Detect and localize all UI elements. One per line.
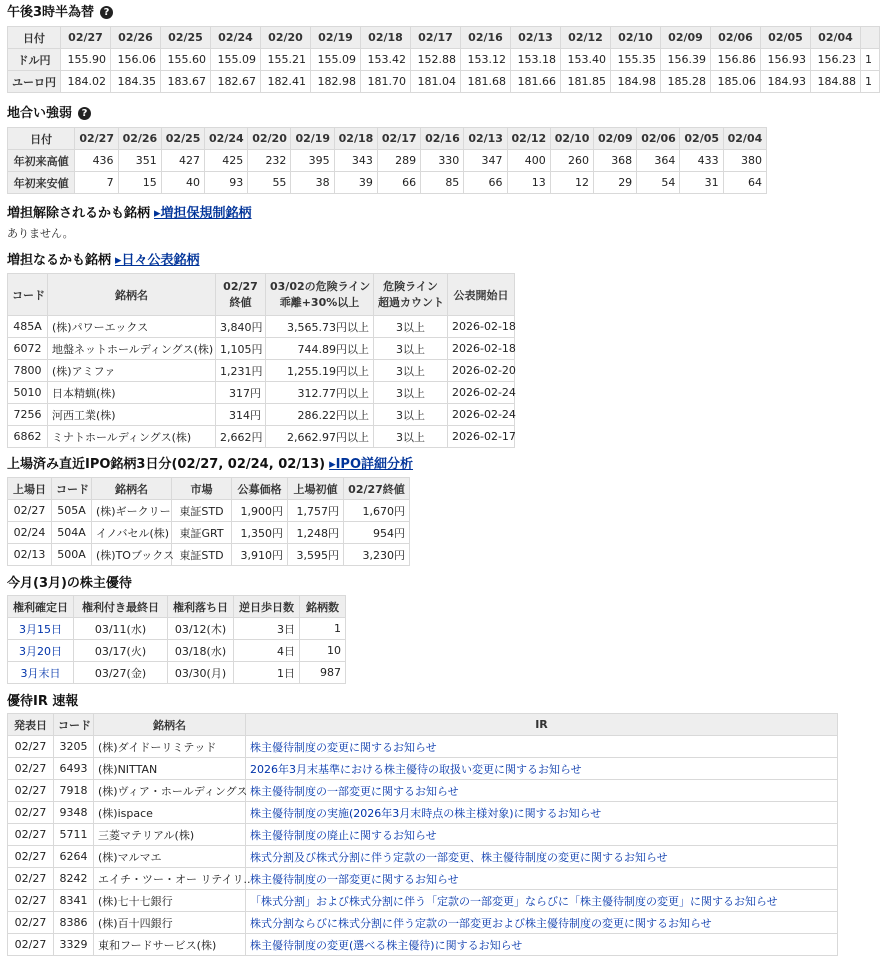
stock-count: 987 (300, 662, 346, 684)
strength-value: 232 (248, 150, 291, 172)
over-count: 3以上 (374, 404, 448, 426)
table-row (8, 912, 838, 934)
code: 504A (52, 522, 92, 544)
listing-date: 02/13 (8, 544, 52, 566)
strength-value: 85 (421, 172, 464, 194)
strength-value: 330 (421, 150, 464, 172)
fx-value: 155.90 (61, 49, 111, 71)
last-trade-date: 03/11(水) (74, 618, 168, 640)
col-code: コード (8, 274, 48, 316)
stock-name: (株)パワーエックス (48, 316, 216, 338)
start-date: 2026-02-17 (448, 426, 515, 448)
strength-value: 436 (75, 150, 118, 172)
ipo-col-header: 02/27終値 (344, 478, 410, 500)
record-date-link[interactable]: 3月20日 (8, 640, 74, 662)
ir-link[interactable]: 「株式分割」および株式分割に伴う「定款の一部変更」ならびに「株主優待制度の変更」に関するお知らせ (246, 890, 838, 912)
fx-value: 182.67 (211, 71, 261, 93)
strength-value: 7 (75, 172, 118, 194)
help-icon[interactable]: ? (78, 107, 91, 120)
table-row (8, 662, 346, 684)
code: 6072 (8, 338, 48, 360)
stock-name: (株)百十四銀行 (94, 912, 246, 934)
col-danger-line: 03/02の危険ライン 乖離+30%以上 (266, 274, 374, 316)
strength-value: 400 (507, 150, 550, 172)
fx-value: 155.21 (261, 49, 311, 71)
listing-date: 02/27 (8, 500, 52, 522)
stock-count: 1 (300, 618, 346, 640)
yutai-col-header: 銘柄数 (300, 596, 346, 618)
code: 5010 (8, 382, 48, 404)
fx-section (7, 0, 872, 93)
stock-count: 10 (300, 640, 346, 662)
fx-value-overflow: 1 (861, 49, 880, 71)
fx-value: 156.86 (711, 49, 761, 71)
strength-date: 02/25 (161, 128, 204, 150)
stock-name: (株)七十七銀行 (94, 890, 246, 912)
strength-row (8, 172, 767, 194)
margin-add-title: 増担なるかも銘柄 ▸日々公表銘柄 (7, 253, 200, 268)
reverse-days: 3日 (234, 618, 300, 640)
fx-value: 153.18 (511, 49, 561, 71)
strength-row (8, 150, 767, 172)
announce-date: 02/27 (8, 912, 54, 934)
strength-date: 02/18 (334, 128, 377, 150)
announce-date: 02/27 (8, 868, 54, 890)
stock-name: 河西工業(株) (48, 404, 216, 426)
strength-value: 427 (161, 150, 204, 172)
strength-value: 289 (377, 150, 420, 172)
table-row (8, 934, 838, 956)
fx-value: 181.66 (511, 71, 561, 93)
strength-value: 31 (680, 172, 723, 194)
ipo-table (7, 477, 410, 566)
strength-value: 364 (637, 150, 680, 172)
ir-link[interactable]: 2026年3月末基準における株主優待の取扱い変更に関するお知らせ (246, 758, 838, 780)
fx-value-overflow: 1 (861, 71, 880, 93)
table-row (8, 868, 838, 890)
table-row[interactable] (8, 500, 410, 522)
fx-value: 184.88 (811, 71, 861, 93)
code: 505A (52, 500, 92, 522)
start-date: 2026-02-20 (448, 360, 515, 382)
offer-price: 3,910円 (232, 544, 288, 566)
strength-value: 260 (550, 150, 593, 172)
fx-value: 183.67 (161, 71, 211, 93)
margin-add-section (7, 249, 758, 448)
ipo-col-header: 上場日 (8, 478, 52, 500)
strength-row-label: 年初来高値 (8, 150, 75, 172)
fx-value: 182.41 (261, 71, 311, 93)
strength-date: 02/05 (680, 128, 723, 150)
fx-date: 02/17 (411, 27, 461, 49)
yutai-col-header: 逆日歩日数 (234, 596, 300, 618)
strength-value: 351 (118, 150, 161, 172)
fx-value: 155.09 (311, 49, 361, 71)
strength-table (7, 127, 767, 194)
yutai-section (7, 573, 758, 684)
ir-link[interactable]: 株主優待制度の変更に関するお知らせ (246, 736, 838, 758)
strength-date: 02/09 (593, 128, 636, 150)
strength-value: 93 (205, 172, 248, 194)
fx-value: 181.68 (461, 71, 511, 93)
close-price: 317円 (216, 382, 266, 404)
fx-value: 156.39 (661, 49, 711, 71)
stock-name: イノバセル(株) (92, 522, 172, 544)
fx-value: 153.12 (461, 49, 511, 71)
code: 9348 (54, 802, 94, 824)
stock-name: (株)マルマエ (94, 846, 246, 868)
ex-date: 03/12(木) (168, 618, 234, 640)
fx-row-label: ユーロ円 (8, 71, 61, 93)
strength-value: 39 (334, 172, 377, 194)
danger-line: 286.22円以上 (266, 404, 374, 426)
col-over-count: 危険ライン 超過カウント (374, 274, 448, 316)
yutai-table (7, 595, 346, 684)
fx-value: 153.40 (561, 49, 611, 71)
listing-date: 02/24 (8, 522, 52, 544)
ir-link[interactable]: 株主優待制度の変更(選べる株主優待)に関するお知らせ (246, 934, 838, 956)
margin-release-section (7, 203, 758, 243)
code: 5711 (54, 824, 94, 846)
fx-title: 午後3時半為替 ? (7, 0, 758, 26)
stock-name: ミナトホールディングス(株) (48, 426, 216, 448)
close-price: 3,230円 (344, 544, 410, 566)
ir-title: 優待IR 速報 (7, 694, 79, 709)
fx-date: 02/20 (261, 27, 311, 49)
ir-link[interactable]: 株主優待制度の実施(2026年3月末時点の株主様対象)に関するお知らせ (246, 802, 838, 824)
fx-date: 02/26 (111, 27, 161, 49)
fx-date: 02/25 (161, 27, 211, 49)
announce-date: 02/27 (8, 846, 54, 868)
code: 6264 (54, 846, 94, 868)
fx-value: 185.28 (661, 71, 711, 93)
strength-date: 02/17 (377, 128, 420, 150)
ir-col-header: IR (246, 714, 838, 736)
table-row (8, 890, 838, 912)
fx-value: 181.04 (411, 71, 461, 93)
market: 東証STD (172, 500, 232, 522)
ir-link[interactable]: 株式分割ならびに株式分割に伴う定款の一部変更および株主優待制度の変更に関するお知らせ (246, 912, 838, 934)
table-row (8, 846, 838, 868)
strength-date: 02/04 (723, 128, 766, 150)
over-count: 3以上 (374, 360, 448, 382)
table-row (8, 736, 838, 758)
stock-name: エイチ・ツー・オー リテイリ.. (94, 868, 246, 890)
announce-date: 02/27 (8, 758, 54, 780)
daily-announce-link[interactable]: ▸日々公表銘柄 (115, 253, 200, 268)
fx-value: 156.23 (811, 49, 861, 71)
announce-date: 02/27 (8, 934, 54, 956)
strength-corner: 日付 (8, 128, 75, 150)
strength-date: 02/26 (118, 128, 161, 150)
close-price: 954円 (344, 522, 410, 544)
strength-date: 02/16 (421, 128, 464, 150)
fx-date: 02/19 (311, 27, 361, 49)
close-price: 1,105円 (216, 338, 266, 360)
ipo-col-header: 上場初値 (288, 478, 344, 500)
fx-value: 182.98 (311, 71, 361, 93)
code: 7918 (54, 780, 94, 802)
stock-name: 地盤ネットホールディングス(株) (48, 338, 216, 360)
fx-date: 02/24 (211, 27, 261, 49)
yutai-header-row (8, 596, 346, 618)
fx-date: 02/05 (761, 27, 811, 49)
danger-line: 2,662.97円以上 (266, 426, 374, 448)
stock-name: (株)アミファ (48, 360, 216, 382)
code: 8341 (54, 890, 94, 912)
strength-value: 425 (205, 150, 248, 172)
ex-date: 03/30(月) (168, 662, 234, 684)
help-icon[interactable]: ? (100, 6, 113, 19)
strength-title: 地合い強弱 ? (7, 101, 758, 127)
col-name: 銘柄名 (48, 274, 216, 316)
first-price: 1,248円 (288, 522, 344, 544)
over-count: 3以上 (374, 316, 448, 338)
fx-value: 152.88 (411, 49, 461, 71)
yutai-title: 今月(3月)の株主優待 (7, 576, 132, 591)
margin-release-empty: ありません。 (7, 227, 74, 240)
ipo-analysis-link[interactable]: ▸IPO詳細分析 (329, 457, 414, 472)
fx-value: 155.09 (211, 49, 261, 71)
strength-value: 12 (550, 172, 593, 194)
table-row[interactable] (8, 404, 515, 426)
fx-corner: 日付 (8, 27, 61, 49)
fx-date-overflow (861, 27, 880, 49)
strength-value: 64 (723, 172, 766, 194)
over-count: 3以上 (374, 426, 448, 448)
start-date: 2026-02-18 (448, 316, 515, 338)
margin-add-table (7, 273, 515, 448)
announce-date: 02/27 (8, 736, 54, 758)
strength-value: 368 (593, 150, 636, 172)
yutai-col-header: 権利落ち日 (168, 596, 234, 618)
fx-value: 181.85 (561, 71, 611, 93)
code: 3329 (54, 934, 94, 956)
strength-value: 433 (680, 150, 723, 172)
last-trade-date: 03/27(金) (74, 662, 168, 684)
table-row[interactable] (8, 544, 410, 566)
strength-value: 15 (118, 172, 161, 194)
stock-name: 日本精蝋(株) (48, 382, 216, 404)
fx-value: 155.35 (611, 49, 661, 71)
strength-value: 395 (291, 150, 334, 172)
stock-name: (株)NITTAN (94, 758, 246, 780)
ir-link[interactable]: 株式分割及び株式分割に伴う定款の一部変更、株主優待制度の変更に関するお知らせ (246, 846, 838, 868)
fx-value: 184.02 (61, 71, 111, 93)
table-row (8, 640, 346, 662)
market: 東証STD (172, 544, 232, 566)
close-price: 1,670円 (344, 500, 410, 522)
table-row (8, 618, 346, 640)
strength-value: 29 (593, 172, 636, 194)
stock-name: 東和フードサービス(株) (94, 934, 246, 956)
ir-table (7, 713, 838, 956)
stock-name: (株)ヴィア・ホールディングス (94, 780, 246, 802)
fx-table (7, 26, 880, 93)
close-price: 314円 (216, 404, 266, 426)
fx-date: 02/10 (611, 27, 661, 49)
fx-header-row (8, 27, 880, 49)
ir-section (7, 691, 778, 970)
strength-value: 40 (161, 172, 204, 194)
code: 500A (52, 544, 92, 566)
table-row[interactable] (8, 338, 515, 360)
col-start-date: 公表開始日 (448, 274, 515, 316)
fx-date: 02/16 (461, 27, 511, 49)
table-row[interactable] (8, 522, 410, 544)
ir-link[interactable]: 株主優待制度の一部変更に関するお知らせ (246, 868, 838, 890)
code: 6493 (54, 758, 94, 780)
ir-col-header: 銘柄名 (94, 714, 246, 736)
start-date: 2026-02-24 (448, 404, 515, 426)
ipo-col-header: コード (52, 478, 92, 500)
yutai-col-header: 権利付き最終日 (74, 596, 168, 618)
strength-value: 380 (723, 150, 766, 172)
ir-link[interactable]: 株主優待制度の廃止に関するお知らせ (246, 824, 838, 846)
table-row[interactable] (8, 426, 515, 448)
danger-line: 1,255.19円以上 (266, 360, 374, 382)
stock-name: (株)ダイドーリミテッド (94, 736, 246, 758)
fx-value: 156.93 (761, 49, 811, 71)
code: 8242 (54, 868, 94, 890)
start-date: 2026-02-24 (448, 382, 515, 404)
ipo-col-header: 市場 (172, 478, 232, 500)
table-row (8, 802, 838, 824)
strength-value: 54 (637, 172, 680, 194)
table-row[interactable] (8, 360, 515, 382)
stock-name: (株)ギークリー (92, 500, 172, 522)
announce-date: 02/27 (8, 890, 54, 912)
margin-regulation-link[interactable]: ▸増担保規制銘柄 (154, 206, 252, 221)
first-price: 1,757円 (288, 500, 344, 522)
fx-value: 184.93 (761, 71, 811, 93)
table-row (8, 758, 838, 780)
danger-line: 3,565.73円以上 (266, 316, 374, 338)
close-price: 2,662円 (216, 426, 266, 448)
strength-row-label: 年初来安値 (8, 172, 75, 194)
last-trade-date: 03/17(火) (74, 640, 168, 662)
code: 485A (8, 316, 48, 338)
fx-value: 184.35 (111, 71, 161, 93)
fx-row-label: ドル円 (8, 49, 61, 71)
record-date-link[interactable]: 3月15日 (8, 618, 74, 640)
table-row (8, 824, 838, 846)
fx-value: 153.42 (361, 49, 411, 71)
strength-section (7, 101, 763, 194)
fx-row (8, 49, 880, 71)
over-count: 3以上 (374, 338, 448, 360)
strength-date: 02/06 (637, 128, 680, 150)
code: 8386 (54, 912, 94, 934)
reverse-days: 1日 (234, 662, 300, 684)
ipo-section (7, 453, 758, 566)
strength-value: 343 (334, 150, 377, 172)
fx-value: 185.06 (711, 71, 761, 93)
strength-header-row (8, 128, 767, 150)
ir-header-row (8, 714, 838, 736)
code: 6862 (8, 426, 48, 448)
start-date: 2026-02-18 (448, 338, 515, 360)
code: 7256 (8, 404, 48, 426)
fx-value: 184.98 (611, 71, 661, 93)
fx-date: 02/12 (561, 27, 611, 49)
fx-value: 156.06 (111, 49, 161, 71)
first-price: 3,595円 (288, 544, 344, 566)
stock-name: (株)TOブックス (92, 544, 172, 566)
table-row[interactable] (8, 382, 515, 404)
ir-col-header: 発表日 (8, 714, 54, 736)
strength-value: 66 (377, 172, 420, 194)
offer-price: 1,900円 (232, 500, 288, 522)
fx-date: 02/13 (511, 27, 561, 49)
ipo-col-header: 公募価格 (232, 478, 288, 500)
strength-date: 02/24 (205, 128, 248, 150)
strength-date: 02/19 (291, 128, 334, 150)
fx-value: 155.60 (161, 49, 211, 71)
fx-value: 181.70 (361, 71, 411, 93)
fx-row (8, 71, 880, 93)
reverse-days: 4日 (234, 640, 300, 662)
strength-value: 13 (507, 172, 550, 194)
strength-value: 55 (248, 172, 291, 194)
market: 東証GRT (172, 522, 232, 544)
strength-date: 02/20 (248, 128, 291, 150)
table-row[interactable] (8, 316, 515, 338)
ir-link[interactable]: 株主優待制度の一部変更に関するお知らせ (246, 780, 838, 802)
fx-date: 02/27 (61, 27, 111, 49)
col-close: 02/27 終値 (216, 274, 266, 316)
stock-name: (株)ispace (94, 802, 246, 824)
ipo-col-header: 銘柄名 (92, 478, 172, 500)
strength-value: 66 (464, 172, 507, 194)
fx-date: 02/18 (361, 27, 411, 49)
danger-line: 744.89円以上 (266, 338, 374, 360)
ipo-header-row (8, 478, 410, 500)
yutai-col-header: 権利確定日 (8, 596, 74, 618)
table-row (8, 780, 838, 802)
record-date-link[interactable]: 3月末日 (8, 662, 74, 684)
strength-date: 02/13 (464, 128, 507, 150)
strength-date: 02/12 (507, 128, 550, 150)
announce-date: 02/27 (8, 780, 54, 802)
announce-date: 02/27 (8, 802, 54, 824)
ir-col-header: コード (54, 714, 94, 736)
stock-name: 三菱マテリアル(株) (94, 824, 246, 846)
offer-price: 1,350円 (232, 522, 288, 544)
ex-date: 03/18(水) (168, 640, 234, 662)
strength-value: 347 (464, 150, 507, 172)
close-price: 1,231円 (216, 360, 266, 382)
over-count: 3以上 (374, 382, 448, 404)
strength-value: 38 (291, 172, 334, 194)
fx-date: 02/06 (711, 27, 761, 49)
danger-line: 312.77円以上 (266, 382, 374, 404)
close-price: 3,840円 (216, 316, 266, 338)
code: 7800 (8, 360, 48, 382)
announce-date: 02/27 (8, 824, 54, 846)
margin-release-title: 増担解除されるかも銘柄 ▸増担保規制銘柄 (7, 206, 252, 221)
fx-date: 02/04 (811, 27, 861, 49)
strength-date: 02/27 (75, 128, 118, 150)
fx-date: 02/09 (661, 27, 711, 49)
strength-date: 02/10 (550, 128, 593, 150)
code: 3205 (54, 736, 94, 758)
ipo-title: 上場済み直近IPO銘柄3日分(02/27, 02/24, 02/13) ▸IPO詳細分析 (7, 457, 414, 472)
